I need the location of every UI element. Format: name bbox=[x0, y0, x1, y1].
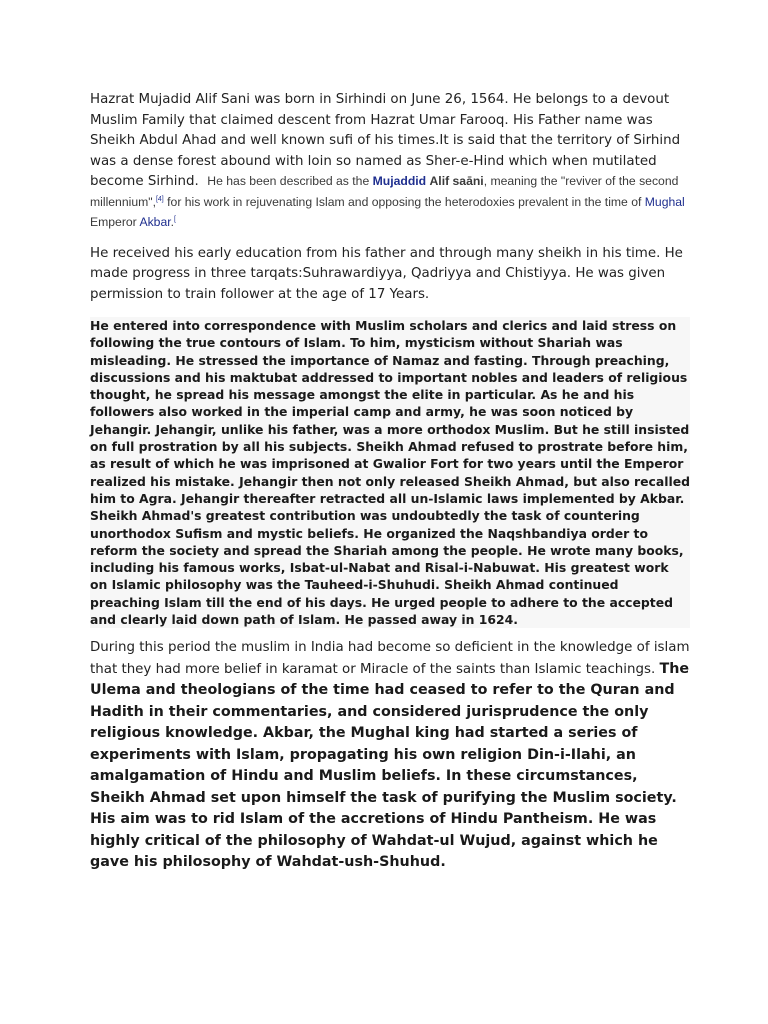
paragraph-education: He received his early education from his father and through many sheikh in his time. He made progress in three tarqats:Suhrawardiyya, Qadriyya and Chistiyya. He was given permission to train follower at the age of 17 Years. bbox=[90, 245, 683, 302]
akbar-link[interactable]: Akbar bbox=[139, 215, 171, 229]
paragraph-period-normal: During this period the muslim in India had become so deficient in the knowledge of islam that they had more belief in karamat or Miracle of the saints than Islamic teachings. bbox=[90, 640, 690, 677]
paragraph-period bbox=[90, 638, 690, 874]
paragraph-correspondence bbox=[90, 317, 690, 628]
paragraph-birth-text: Hazrat Mujadid Alif Sani was born in Sirhindi on June 26, 1564. He belongs to a devout Muslim Family that claimed descent from Hazrat Umar Farooq. His Father name was Sheikh Abdul Ahad and well known sufi of his times.It is said that the territory of Sirhind was a dense forest abound with loin so named as Sher-e-Hind which when mutilated become Sirhind. bbox=[90, 92, 681, 189]
wiki-text-before: He has been described as the bbox=[207, 174, 373, 188]
paragraph-birth bbox=[90, 90, 690, 234]
wiki-meaning-text: , meaning the "reviver of the second millennium", bbox=[90, 174, 679, 209]
wiki-emperor-text: Emperor bbox=[90, 215, 140, 229]
mujaddid-link[interactable]: Mujaddid bbox=[372, 174, 427, 188]
wiki-middle-text: for his work in rejuvenating Islam and opposing the heterodoxies prevalent in the time of bbox=[163, 194, 645, 209]
paragraph-period-bold: The Ulema and theologians of the time had ceased to refer to the Quran and Hadith in their commentaries, and considered jurisprudence the only religious knowledge. Akbar, the Mughal king had started a series of experiments with Islam, propagating his own religion Din-i-Ilahi, an amalgamation of Hindu and Muslim beliefs. In these circumstances, Sheikh Ahmad set upon himself the task of purifying the Muslim society. His aim was to rid Islam of the accretions of Hindu Pantheism. He was highly critical of the philosophy of Wahdat-ul Wujud, against which he gave his philosophy of Wahdat-ush-Shuhud. bbox=[90, 660, 690, 871]
mughal-link[interactable]: Mughal bbox=[644, 194, 685, 209]
reference-link-partial[interactable]: [ bbox=[174, 215, 176, 223]
paragraph-contribution: Sheikh Ahmad's greatest contribution was undoubtedly the task of countering unorthodox Sufism and mystic beliefs. He organized the Naqshbandiya order to reform the society and spread the Shariah among the people. He wrote many books, including his famous works, Isbat-ul-Nabat and Risal-i-Nabuwat. His greatest work on Islamic philosophy was the Tauheed-i-Shuhudi. Sheikh Ahmad continued preaching Islam till the end of his days. He urged people to adhere to the accepted and clearly laid down path of Islam. He passed away in 1624. bbox=[90, 508, 684, 628]
reference-link-4[interactable]: [4] bbox=[155, 195, 164, 203]
document-page bbox=[90, 90, 690, 874]
wiki-end-text: . bbox=[170, 215, 175, 229]
alif-saani-text: Alif saāni bbox=[429, 174, 484, 188]
paragraph-correspondence-part1: He entered into correspondence with Muslim scholars and clerics and laid stress on following the true contours of Islam. To him, mysticism without Shariah was misleading. He stressed the importance of Namaz and fasting. Through preaching, discussions and his maktubat addressed to important nobles and leaders of religious thought, he spread his message amongst the elite in particular. As he and his followers also worked in the imperial camp and army, he was soon noticed by Jehangir. Jehangir, unlike his father, was a more orthodox Muslim. But he still insisted on full prostration by all his subjects. Sheikh Ahmad refused to prostrate before him, as result of which he was imprisoned at Gwalior Fort for two years until the Emperor realized his mistake. Jehangir then not only released Sheikh Ahmad, but also recalled him to Agra. Jehangir thereafter retracted all un-Islamic laws implemented by Akbar. bbox=[90, 318, 691, 506]
